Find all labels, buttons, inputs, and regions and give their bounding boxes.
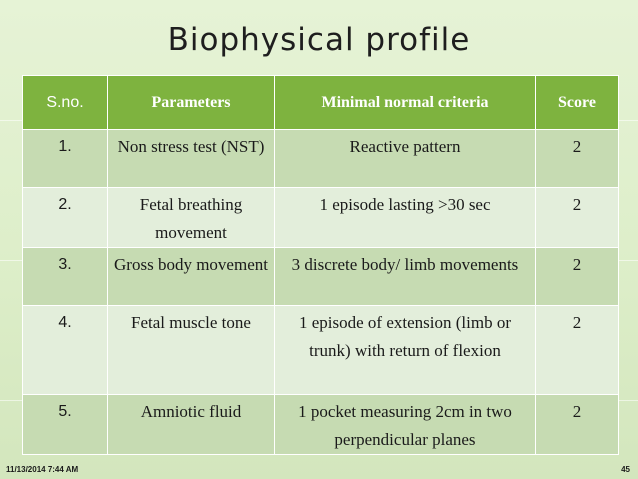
cell-parameter: Fetal breathing movement <box>108 188 275 248</box>
cell-sno: 5. <box>23 395 108 455</box>
cell-score: 2 <box>536 395 619 455</box>
table-row <box>23 395 619 455</box>
column-header-criteria: Minimal normal criteria <box>275 76 536 130</box>
cell-score: 2 <box>536 130 619 188</box>
page-number: 45 <box>621 465 630 474</box>
table-row <box>23 188 619 248</box>
cell-sno: 1. <box>23 130 108 188</box>
cell-parameter: Amniotic fluid <box>108 395 275 455</box>
slide-title: Biophysical profile <box>167 22 471 58</box>
table-header-row <box>23 76 619 130</box>
cell-parameter: Non stress test (NST) <box>108 130 275 188</box>
cell-criteria: 3 discrete body/ limb movements <box>275 248 536 306</box>
column-header-score: Score <box>536 76 619 130</box>
cell-criteria: Reactive pattern <box>275 130 536 188</box>
cell-parameter: Fetal muscle tone <box>108 306 275 395</box>
cell-sno: 3. <box>23 248 108 306</box>
cell-criteria: 1 episode of extension (limb or trunk) with return of flexion <box>275 306 536 395</box>
cell-score: 2 <box>536 188 619 248</box>
column-header-sno: S.no. <box>23 76 108 130</box>
footer-date: 11/13/2014 7:44 AM <box>6 465 79 474</box>
column-header-parameters: Parameters <box>108 76 275 130</box>
cell-score: 2 <box>536 306 619 395</box>
cell-sno: 4. <box>23 306 108 395</box>
table-row <box>23 130 619 188</box>
biophysical-profile-table <box>22 75 619 455</box>
cell-score: 2 <box>536 248 619 306</box>
cell-sno: 2. <box>23 188 108 248</box>
cell-criteria: 1 pocket measuring 2cm in two perpendicular planes <box>275 395 536 455</box>
table-row <box>23 306 619 395</box>
cell-parameter: Gross body movement <box>108 248 275 306</box>
cell-criteria: 1 episode lasting >30 sec <box>275 188 536 248</box>
table-row <box>23 248 619 306</box>
